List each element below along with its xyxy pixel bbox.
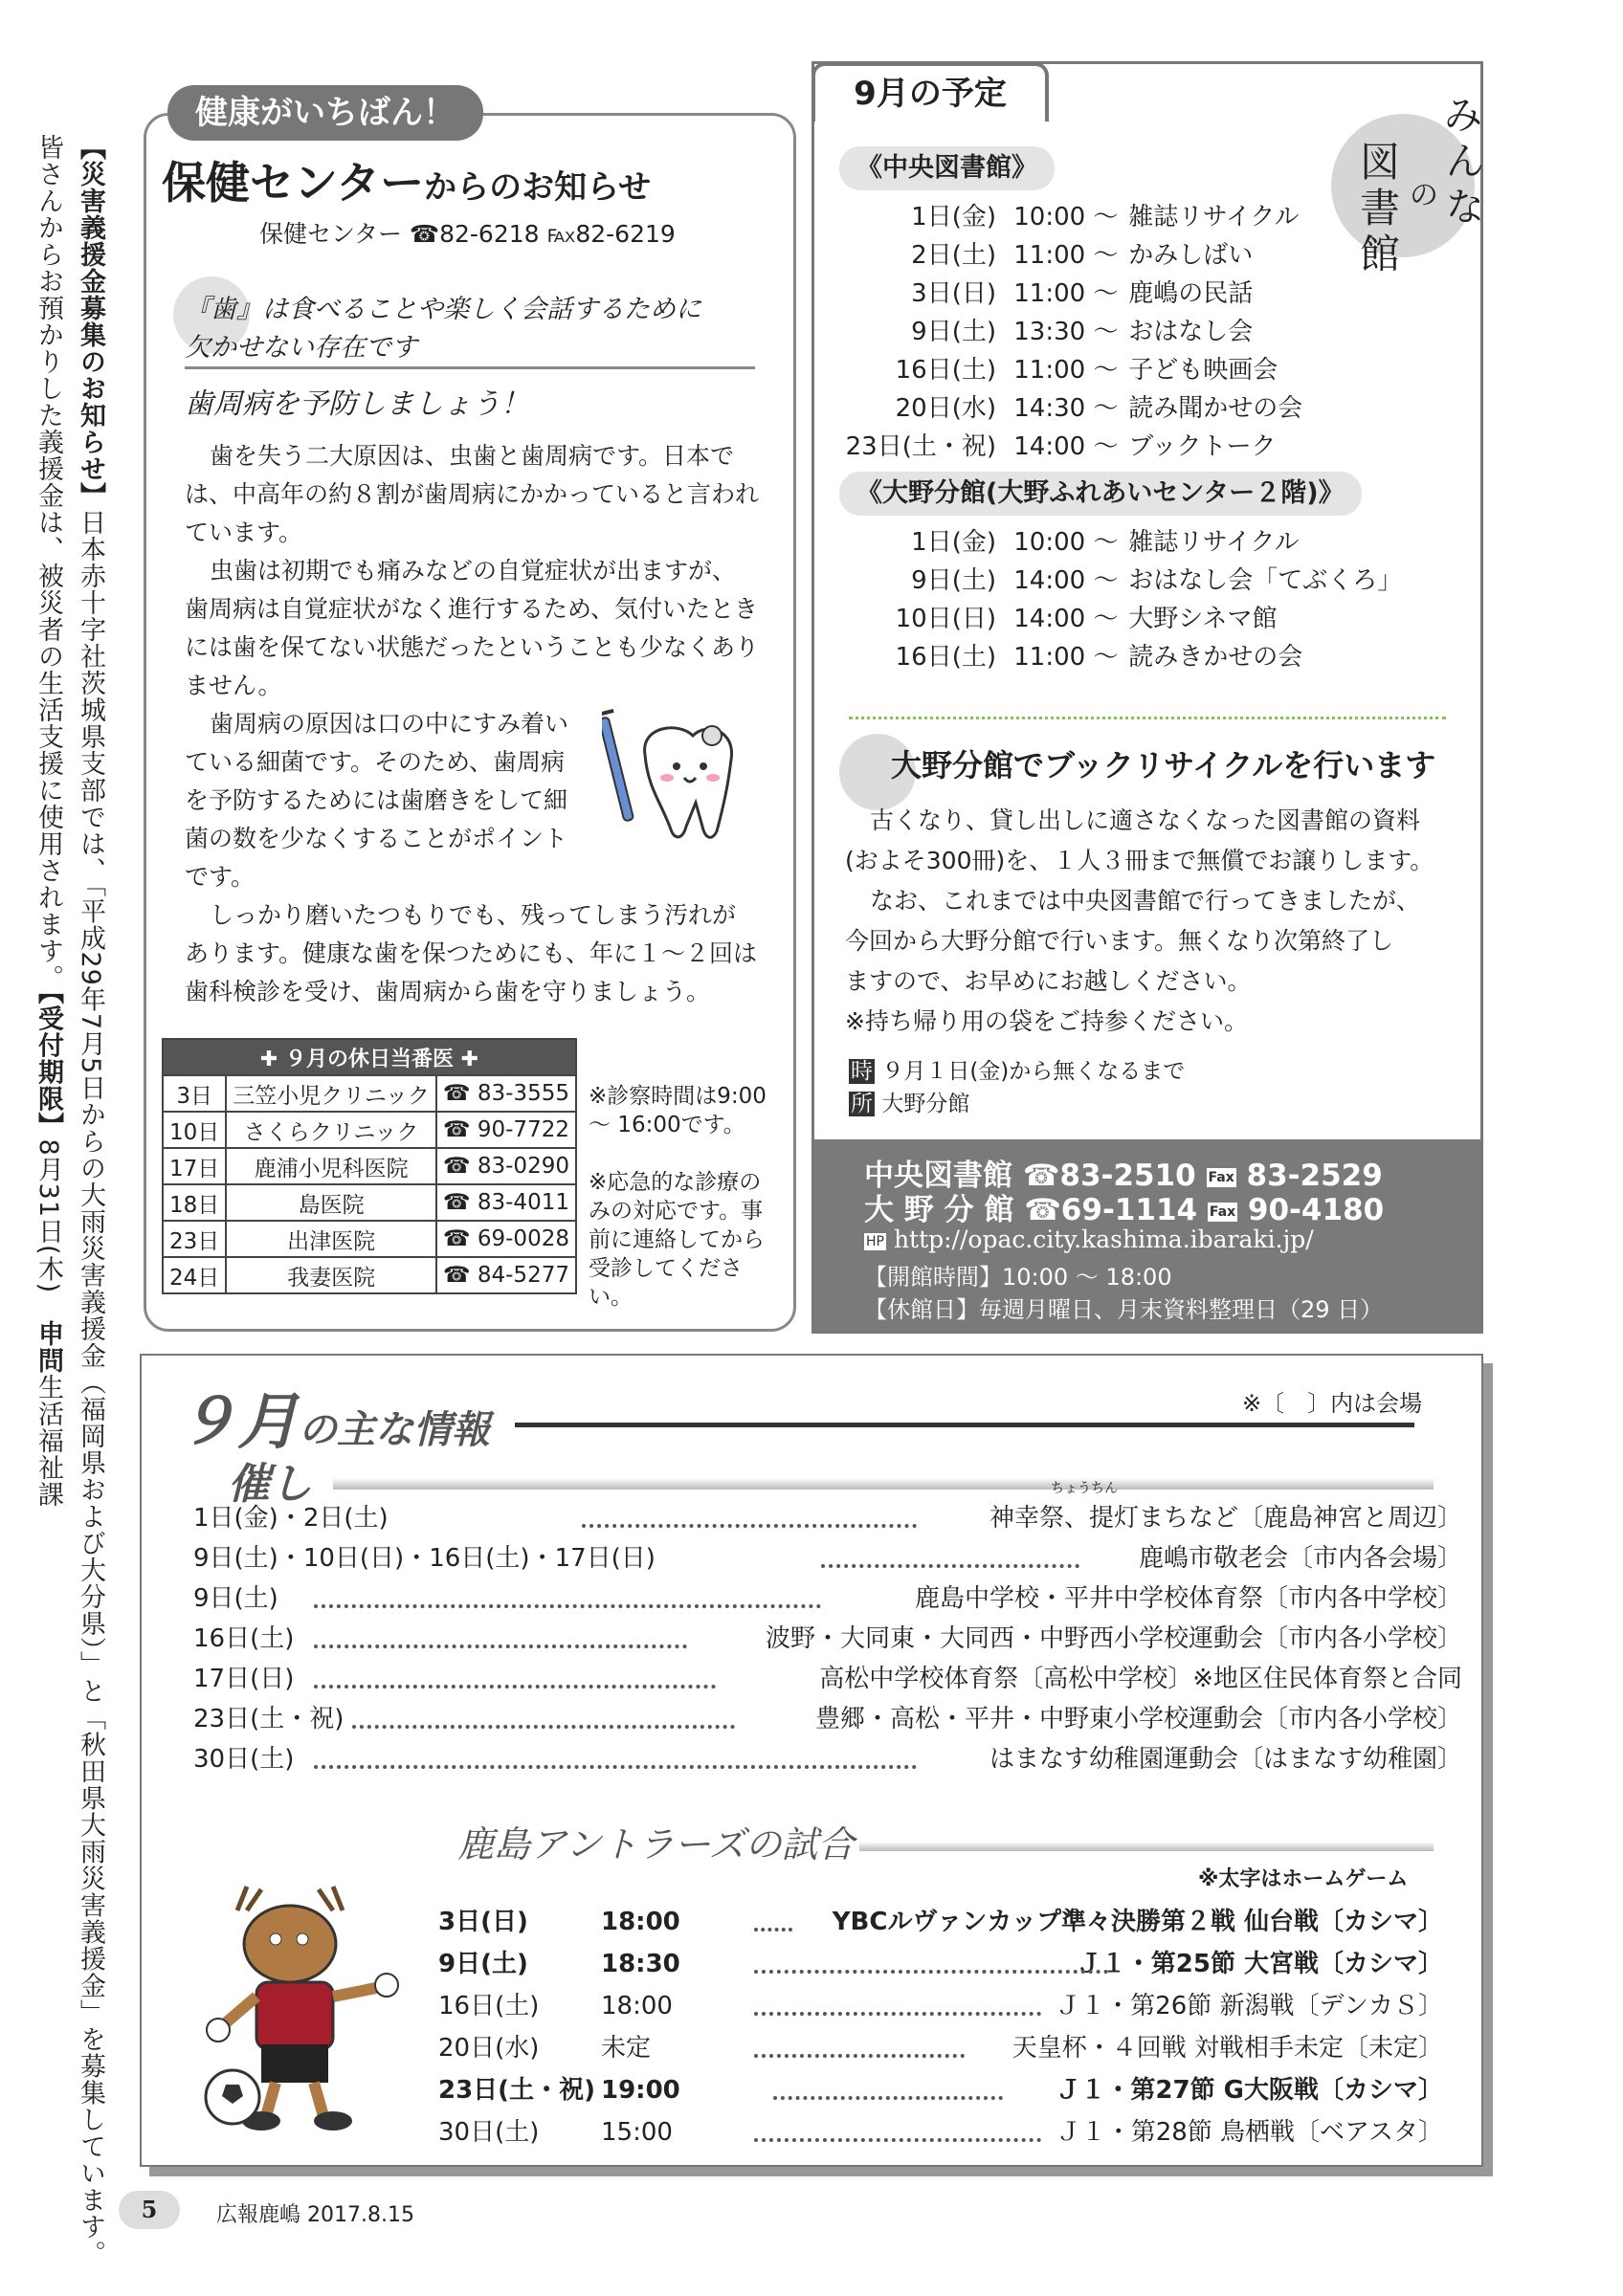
place-icon: 所 bbox=[851, 1092, 873, 1116]
health-title-sub: からのお知らせ bbox=[424, 168, 652, 207]
library-homepage[interactable]: HP http://opac.city.kashima.ibaraki.jp/ bbox=[866, 1225, 1314, 1253]
time-icon: 時 bbox=[851, 1059, 873, 1084]
health-title-main: 保健センター bbox=[162, 157, 425, 209]
event-desc-text: 波野・大同東・大同西・中野西小学校運動会〔市内各小学校〕 bbox=[765, 1624, 1462, 1653]
library-event bbox=[834, 638, 1302, 676]
home-note: ※太字はホームゲーム bbox=[1198, 1867, 1409, 1891]
event-desc-text: はまなす幼稚園運動会〔はまなす幼稚園〕 bbox=[989, 1745, 1462, 1774]
duty-note1: ※診察時間は9:00 ～ 16:00です。 bbox=[589, 1084, 767, 1137]
event-date-text: 1日(金)・2日(土) bbox=[193, 1504, 389, 1533]
library-event bbox=[834, 275, 1253, 313]
event-title: 子ども映画会 bbox=[1128, 356, 1278, 385]
event-title: おはなし会「てぶくろ」 bbox=[1128, 566, 1403, 595]
venue-note: ※〔 〕内は会場 bbox=[1242, 1390, 1423, 1417]
ono-branch-heading: 《大野分館(大野ふれあいセンター２階)》 bbox=[839, 472, 1362, 516]
game-desc-text: Ｊ１・第28節 鳥栖戦〔ベアスタ〕 bbox=[1056, 2118, 1443, 2147]
dot-leader bbox=[314, 1765, 917, 1769]
table-row: 10日 さくらクリニック ☎ 90-7722 bbox=[163, 1112, 576, 1148]
game-date-text: 3日(日) bbox=[438, 1908, 528, 1936]
recycle-line: 今回から大野分館で行います。無くなり次第終了し bbox=[845, 927, 1394, 955]
publication-name: 広報鹿嶋 2017.8.15 bbox=[216, 2203, 414, 2227]
dot-leader bbox=[821, 1564, 1079, 1568]
event-time: 11:00 ～ bbox=[1013, 279, 1119, 308]
event-date: 3日(日) bbox=[911, 279, 996, 308]
dot-leader bbox=[314, 1685, 716, 1689]
event-time: 11:00 ～ bbox=[1013, 241, 1119, 270]
donation-period-label: 【受付期限】 bbox=[33, 991, 63, 1139]
game-time: 18:00 bbox=[601, 1908, 680, 1936]
game-time: 15:00 bbox=[601, 2118, 673, 2147]
recycle-where: 所 大野分館 bbox=[851, 1092, 970, 1116]
event-date-text: 30日(土) bbox=[193, 1745, 295, 1774]
badge-na: な bbox=[1446, 186, 1484, 230]
game-desc bbox=[1056, 2071, 1443, 2109]
library-hours: 【開館時間】10:00 ～ 18:00 bbox=[864, 1264, 1172, 1291]
game-date bbox=[438, 1903, 680, 1941]
central-contact: 中央図書館 ☎83-2510 Fax 83-2529 bbox=[864, 1159, 1383, 1193]
dot-leader bbox=[773, 2096, 1003, 2100]
event-desc bbox=[989, 1499, 1462, 1537]
event-date bbox=[193, 1539, 656, 1578]
donation-contact-label: 申問 bbox=[33, 1320, 63, 1375]
recycle-line: (およそ300冊)を、１人３冊まで無償でお譲りします。 bbox=[845, 847, 1434, 874]
sprout-divider bbox=[849, 695, 1446, 719]
dot-leader bbox=[582, 1524, 917, 1528]
library-box bbox=[812, 61, 1483, 1334]
badge-sho: 書 bbox=[1360, 185, 1401, 232]
event-time: 10:00 ～ bbox=[1013, 528, 1119, 557]
game-date bbox=[438, 1945, 680, 1983]
tooth-mascot-icon bbox=[602, 707, 745, 850]
game-desc-text: Ｊ１・第25節 大宮戦〔カシマ〕 bbox=[1076, 1950, 1443, 1978]
dot-leader bbox=[754, 2138, 1041, 2142]
holiday-duty-table bbox=[162, 1038, 577, 1294]
recycle-line: なお、これまでは中央図書館で行ってきましたが、 bbox=[870, 887, 1421, 915]
duty-note2: ※応急的な診療のみの対応です。事前に連絡してから受診してください。 bbox=[589, 1170, 765, 1310]
event-time: 10:00 ～ bbox=[1013, 203, 1119, 232]
event-time: 11:00 ～ bbox=[1013, 643, 1119, 672]
library-event bbox=[834, 236, 1253, 275]
table-row: 17日 鹿浦小児科医院 ☎ 83-0290 bbox=[163, 1148, 576, 1184]
table-row: 24日 我妻医院 ☎ 84-5277 bbox=[163, 1257, 576, 1293]
health-banner: 健康がいちばん！ bbox=[167, 85, 483, 141]
game-desc bbox=[1056, 2113, 1443, 2152]
game-desc bbox=[833, 1903, 1443, 1941]
library-event bbox=[834, 313, 1253, 351]
donation-contact-value: 生活福祉課 bbox=[33, 1374, 63, 1509]
badge-n: ん bbox=[1446, 140, 1484, 184]
event-desc bbox=[815, 1700, 1462, 1738]
library-badge bbox=[1331, 85, 1503, 276]
event-time: 14:00 ～ bbox=[1013, 566, 1119, 595]
event-date: 16日(土) bbox=[895, 356, 996, 385]
game-desc-text: Ｊ１・第26節 新潟戦〔デンカＳ〕 bbox=[1056, 1992, 1443, 2020]
event-date: 16日(土) bbox=[895, 643, 996, 672]
info-title-rule bbox=[515, 1423, 1414, 1427]
event-date-text: 23日(土・祝) bbox=[193, 1705, 345, 1733]
library-event bbox=[834, 523, 1300, 562]
table-row: 23日 出津医院 ☎ 69-0028 bbox=[163, 1221, 576, 1257]
health-para2: 虫歯は初期でも痛みなどの自覚症状が出ますが、歯周病は自覚症状がなく進行するため、気付いたときには歯を保てない状態だったということも少なくありません。 bbox=[185, 557, 760, 699]
antlers-mascot-icon bbox=[199, 1882, 410, 2140]
event-time: 11:00 ～ bbox=[1013, 356, 1119, 385]
event-date bbox=[193, 1740, 294, 1778]
donation-period-value: 8月31日(木) bbox=[33, 1138, 63, 1294]
health-para3: 歯周病の原因は口の中にすみ着いている細菌です。そのため、歯周病を予防するためには歯磨きをして細菌の数を少なくすることがポイントです。 bbox=[185, 710, 569, 891]
page-number: 5 bbox=[119, 2191, 180, 2229]
recycle-when: 時 ９月１日(金)から無くなるまで bbox=[851, 1059, 1186, 1084]
event-date: 9日(土) bbox=[911, 566, 996, 595]
library-event bbox=[834, 389, 1302, 428]
event-date: 23日(土・祝) bbox=[845, 432, 996, 461]
antlers-heading: 鹿島アントラーズの試合 bbox=[457, 1823, 855, 1866]
library-event bbox=[834, 198, 1300, 236]
event-date-text: 9日(土)・10日(日)・16日(土)・17日(日) bbox=[193, 1544, 656, 1573]
library-contact-panel bbox=[814, 1139, 1480, 1331]
game-desc bbox=[1056, 1987, 1443, 2025]
dot-leader bbox=[754, 2012, 1041, 2016]
event-date-text: 16日(土) bbox=[193, 1624, 295, 1653]
event-desc bbox=[915, 1579, 1462, 1618]
health-lead2: 欠かせない存在です bbox=[185, 333, 417, 363]
event-date bbox=[193, 1660, 294, 1698]
donation-line2: 皆さんからお預かりした義援金は、被災者の生活支援に使用されます。 bbox=[33, 134, 63, 991]
recycle-body bbox=[845, 801, 1467, 1042]
recycle-line: ますので、お早めにお越しください。 bbox=[845, 967, 1252, 995]
dot-leader bbox=[314, 1645, 687, 1648]
event-desc bbox=[1139, 1539, 1462, 1578]
antlers-heading-rule bbox=[859, 1842, 1434, 1851]
event-desc-text: 鹿島中学校・平井中学校体育祭〔市内各中学校〕 bbox=[914, 1584, 1462, 1613]
event-title: 読みきかせの会 bbox=[1128, 643, 1303, 672]
fax-icon: Fax bbox=[1208, 1169, 1234, 1185]
event-date: 1日(金) bbox=[911, 528, 996, 557]
dot-leader bbox=[314, 1604, 821, 1608]
game-date-text: 9日(土) bbox=[438, 1950, 528, 1978]
game-desc bbox=[1012, 2029, 1443, 2067]
event-date bbox=[193, 1700, 344, 1738]
event-date: 2日(土) bbox=[911, 241, 996, 270]
badge-kan: 館 bbox=[1360, 231, 1401, 277]
event-title: 雑誌リサイクル bbox=[1128, 203, 1300, 232]
homepage-icon: HP bbox=[866, 1233, 884, 1249]
event-time: 14:30 ～ bbox=[1013, 394, 1119, 423]
library-event bbox=[834, 562, 1402, 600]
recycle-line: ※持ち帰り用の袋をご持参ください。 bbox=[845, 1007, 1248, 1035]
event-desc-text: 神幸祭、提灯まちなど〔鹿島神宮と周辺〕 bbox=[989, 1504, 1462, 1533]
game-desc-text: 天皇杯・４回戦 対戦相手未定〔未定〕 bbox=[1012, 2034, 1443, 2063]
event-date: 20日(水) bbox=[895, 394, 996, 423]
health-para1: 歯を失う二大原因は、虫歯と歯周病です。日本では、中高年の約８割が歯周病にかかっていると言われています。 bbox=[185, 442, 760, 546]
game-time: 18:30 bbox=[601, 1950, 680, 1978]
library-event bbox=[834, 428, 1276, 466]
event-desc-text: 高松中学校体育祭〔高松中学校〕※地区住民体育祭と合同 bbox=[819, 1665, 1462, 1693]
game-time: 18:00 bbox=[601, 1992, 673, 2020]
health-contact: 保健センター ☎82-6218 ℻82-6219 bbox=[259, 220, 676, 248]
donation-line1: 日本赤十字社茨城県支部では、「平成29年7月5日からの大雨災害義援金（福岡県および大分県）」と「秋田県大雨災害義援金」を募集しています。 bbox=[76, 509, 105, 2267]
recycle-title: 大野分館でブックリサイクルを行います bbox=[891, 747, 1436, 784]
health-para4: しっかり磨いたつもりでも、残ってしまう汚れがあります。健康な歯を保つためにも、年に１～２回は歯科検診を受け、歯周病から歯を守りましょう。 bbox=[185, 901, 758, 1005]
library-tab: 9月の予定 bbox=[812, 62, 1049, 121]
event-desc bbox=[989, 1740, 1462, 1778]
game-desc-text: Ｊ１・第27節 G大阪戦〔カシマ〕 bbox=[1056, 2076, 1443, 2105]
game-date bbox=[438, 2113, 673, 2152]
health-lead1: 『歯』は食べることや楽しく会話するために bbox=[185, 295, 701, 324]
donation-notice bbox=[23, 134, 111, 2267]
event-desc bbox=[766, 1620, 1462, 1658]
event-date-text: 9日(土) bbox=[193, 1584, 278, 1613]
event-title: 読み聞かせの会 bbox=[1128, 394, 1303, 423]
event-time: 13:30 ～ bbox=[1013, 318, 1119, 346]
duty-table-title: ✚ ９月の休日当番医 ✚ bbox=[163, 1039, 576, 1075]
event-title: 鹿嶋の民話 bbox=[1128, 279, 1254, 308]
game-desc-text: YBCルヴァンカップ準々決勝第２戦 仙台戦〔カシマ〕 bbox=[832, 1908, 1443, 1936]
event-time: 14:00 ～ bbox=[1013, 605, 1119, 633]
dot-leader bbox=[754, 2054, 965, 2058]
game-date-text: 20日(水) bbox=[438, 2034, 540, 2063]
event-title: 雑誌リサイクル bbox=[1128, 528, 1300, 557]
event-title: 大野シネマ館 bbox=[1128, 605, 1278, 633]
library-event bbox=[834, 600, 1278, 638]
events-heading-rule bbox=[333, 1478, 1434, 1490]
table-row: 3日 三笠小児クリニック ☎ 83-3555 bbox=[163, 1075, 576, 1112]
event-title: ブックトーク bbox=[1128, 432, 1277, 461]
event-desc-text: 鹿嶋市敬老会〔市内各会場〕 bbox=[1138, 1544, 1462, 1573]
event-date: 9日(土) bbox=[911, 318, 996, 346]
event-desc-text: 豊郷・高松・平井・中野東小学校運動会〔市内各小学校〕 bbox=[814, 1705, 1462, 1733]
game-date bbox=[438, 2071, 680, 2109]
central-library-heading: 《中央図書館》 bbox=[839, 146, 1055, 190]
event-ruby: ちょうちん bbox=[1051, 1481, 1118, 1496]
table-row: 18日 島医院 ☎ 83-4011 bbox=[163, 1184, 576, 1221]
game-date-text: 16日(土) bbox=[438, 1992, 540, 2020]
game-date bbox=[438, 2029, 651, 2067]
info-title: ９月の主な情報 bbox=[176, 1387, 490, 1458]
dot-leader bbox=[754, 1970, 1108, 1974]
event-desc bbox=[819, 1660, 1462, 1698]
event-time: 14:00 ～ bbox=[1013, 432, 1119, 461]
event-date bbox=[193, 1579, 278, 1618]
dot-leader bbox=[352, 1725, 735, 1729]
library-closed: 【休館日】毎週月曜日、月末資料整理日（29 日） bbox=[864, 1296, 1384, 1323]
recycle-line: 古くなり、貸し出しに適さなくなった図書館の資料 bbox=[870, 806, 1421, 834]
events-heading: 催し bbox=[228, 1460, 312, 1509]
game-date-text: 30日(土) bbox=[438, 2118, 540, 2147]
event-date bbox=[193, 1499, 389, 1537]
health-headline: 歯周病を予防しましょう！ bbox=[185, 387, 529, 421]
event-date: 1日(金) bbox=[911, 203, 996, 232]
health-center-box bbox=[144, 94, 796, 1332]
game-time: 未定 bbox=[601, 2034, 652, 2063]
event-date: 10日(日) bbox=[895, 605, 996, 633]
game-time: 19:00 bbox=[601, 2076, 680, 2105]
badge-mi: み bbox=[1444, 94, 1482, 138]
game-date bbox=[438, 1987, 673, 2025]
event-title: かみしばい bbox=[1128, 241, 1254, 270]
badge-zu: 図 bbox=[1360, 139, 1401, 186]
health-title bbox=[162, 148, 651, 211]
ono-contact: 大 野 分 館 ☎69-1114 Fax 90-4180 bbox=[864, 1193, 1385, 1227]
game-desc bbox=[1077, 1945, 1443, 1983]
september-info-box bbox=[140, 1354, 1483, 2167]
fax-icon: Fax bbox=[1209, 1203, 1236, 1220]
game-date-text: 23日(土・祝) bbox=[438, 2076, 595, 2105]
event-date bbox=[193, 1620, 294, 1658]
donation-heading: 【災害義援金募集のお知らせ】 bbox=[76, 134, 105, 509]
library-event bbox=[834, 351, 1278, 389]
event-title: おはなし会 bbox=[1128, 318, 1254, 346]
dot-leader bbox=[754, 1928, 792, 1932]
badge-no: の bbox=[1410, 179, 1438, 212]
health-lead-rule bbox=[185, 366, 755, 369]
event-date-text: 17日(日) bbox=[193, 1665, 295, 1693]
